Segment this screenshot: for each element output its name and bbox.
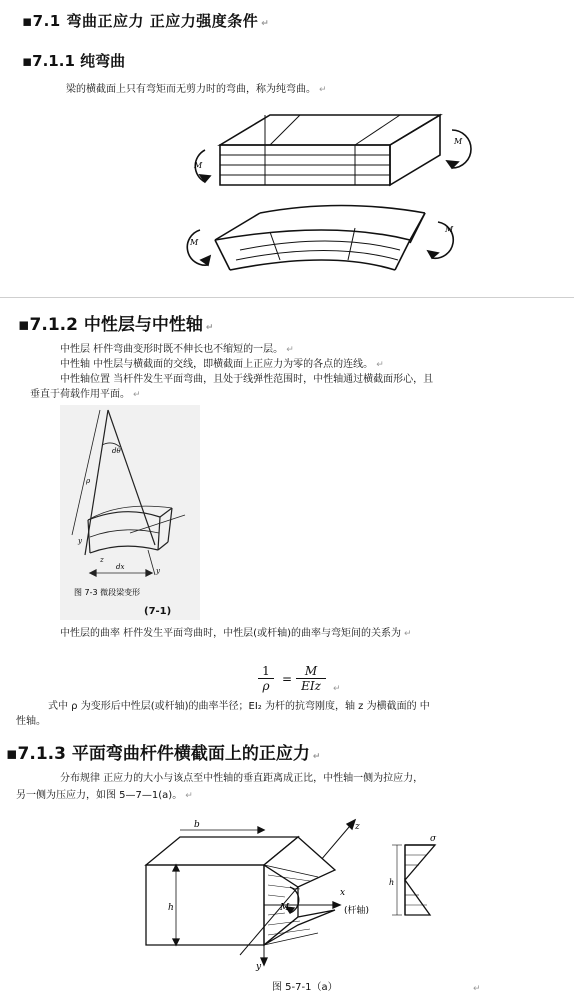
y-axis-label: y (256, 962, 262, 972)
z-axis-label: z (355, 822, 360, 832)
section-7-1-3-heading: ▪7.1.3 平面弯曲杆件横截面上的正应力 ↵ (6, 744, 321, 764)
neutral-layer-definition: 中性层 杆件弯曲变形时既不伸长也不缩短的一层。 ↵ (60, 344, 294, 355)
heading-text: 7.1 弯曲正应力 正应力强度条件 (32, 12, 259, 30)
formula-explanation-line2: 性轴。 (16, 716, 46, 727)
stress-distribution-line1: 分布规律 正应力的大小与该点至中性轴的垂直距离成正比，中性轴一侧为拉应力， (60, 773, 424, 784)
x-axis-label: x (340, 888, 346, 898)
figure-5-7-1-caption: 图 5-7-1（a） (272, 982, 338, 993)
moment-label: M (190, 238, 199, 247)
rho-label: ρ (86, 477, 91, 485)
section-7-1-2-heading: ▪7.1.2 中性层与中性轴 ↵ (18, 315, 214, 335)
moment-label: M (445, 225, 454, 234)
heading-bullet: ▪ (22, 12, 33, 30)
section-7-1-1-heading: ▪7.1.1 纯弯曲 (22, 52, 126, 70)
moment-M-label: M (280, 903, 290, 913)
formula-equals: = (282, 672, 293, 686)
pure-bending-figure (170, 110, 470, 285)
neutral-layer-curvature-text: 中性层的曲率 杆件发生平面弯曲时，中性层(或杆轴)的曲率与弯矩间的关系为 ↵ (60, 628, 412, 639)
formula-explanation-line1: 式中 ρ 为变形后中性层(或杆轴)的曲率半径；EI₂ 为杆的抗弯刚度，轴 z 为横截面的 中 (48, 701, 430, 712)
formula-right-fraction: M EIz (296, 664, 326, 693)
neutral-axis-position-line1: 中性轴位置 当杆件发生平面弯曲，且处于线弹性范围时，中性轴通过横截面形心，且 (60, 374, 434, 385)
section-7-1-heading (22, 10, 269, 31)
formula-left-fraction: $\frac{1}{\rho}$ (258, 664, 274, 693)
bar-axis-label: (杆轴) (344, 906, 370, 916)
heading-text: 7.1.2 中性层与中性轴 (29, 315, 203, 335)
moment-label: M (194, 161, 203, 170)
dx-label: dx (116, 563, 125, 571)
dtheta-label: dθ (112, 447, 121, 455)
sigma-label: σ (430, 834, 437, 844)
z-label: z (100, 556, 104, 564)
neutral-axis-definition: 中性轴 中性层与横截面的交线，即横截面上正应力为零的各点的连线。 ↵ (60, 359, 384, 370)
neutral-axis-position-line2: 垂直于荷载作用平面。 ↵ (30, 389, 141, 400)
heading-text: 7.1.1 纯弯曲 (32, 52, 126, 70)
y-label: y (156, 567, 160, 575)
y-label: y (78, 537, 82, 545)
figure-caption: 图 7-3 微段梁变形 (74, 588, 141, 597)
moment-label: M (454, 137, 463, 146)
width-b-label: b (194, 820, 200, 830)
stress-distribution-line2: 另一侧为压应力，如图 5—7—1(a)。 ↵ (16, 790, 193, 801)
equation-number: (7-1) (144, 606, 172, 617)
pure-bending-definition: 梁的横截面上只有弯矩而无剪力时的弯曲，称为纯弯曲。 ↵ (66, 84, 327, 95)
heading-text: 7.1.3 平面弯曲杆件横截面上的正应力 (17, 744, 310, 764)
height-h-label: h (168, 903, 174, 913)
section-divider (0, 297, 574, 298)
beam-element-deformation-figure (60, 405, 200, 620)
height-h-label: h (389, 878, 395, 887)
normal-stress-distribution-figure (140, 815, 450, 975)
paragraph-mark: ↵ (261, 19, 270, 29)
